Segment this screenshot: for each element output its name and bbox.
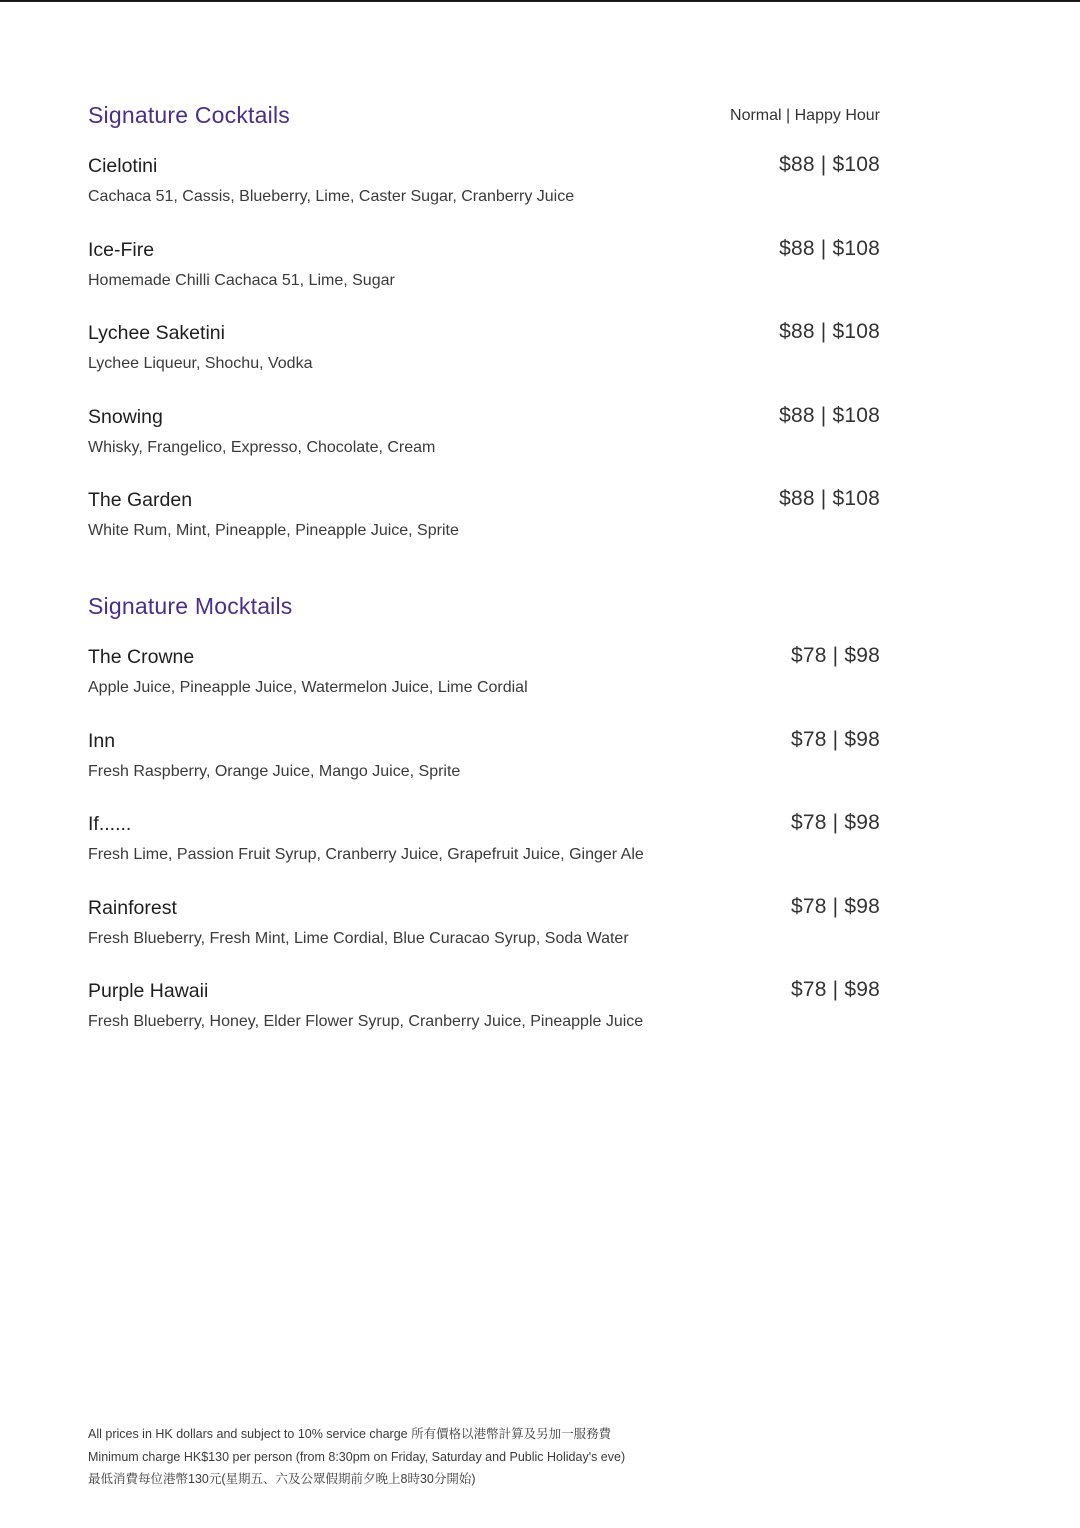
footer-minimum-charge-note: Minimum charge HK$130 per person (from 8:30pm on Friday, Saturday and Public Holiday's eve)	[88, 1449, 626, 1464]
item-name: The Garden	[88, 489, 193, 511]
item-price: $78 | $98	[791, 978, 880, 1001]
cocktails-title: Signature Cocktails	[88, 102, 290, 128]
item-description: Fresh Blueberry, Fresh Mint, Lime Cordial, Blue Curacao Syrup, Soda Water	[88, 929, 629, 947]
item-description: Homemade Chilli Cachaca 51, Lime, Sugar	[88, 271, 395, 289]
mocktails-list	[88, 643, 880, 1061]
price-legend: Normal | Happy Hour	[730, 107, 880, 124]
menu-item	[88, 894, 880, 978]
item-description: Fresh Blueberry, Honey, Elder Flower Syrup, Cranberry Juice, Pineapple Juice	[88, 1013, 644, 1030]
item-price: $78 | $98	[791, 894, 880, 918]
signature-mocktails-section	[88, 589, 880, 1061]
menu-item	[88, 810, 880, 894]
menu-item	[88, 727, 880, 811]
cocktails-header	[88, 98, 880, 132]
footer-notes	[88, 1423, 808, 1491]
item-description: Lychee Liqueur, Shochu, Vodka	[88, 355, 313, 372]
menu-item	[88, 643, 880, 727]
menu-item	[88, 977, 880, 1061]
mocktails-title: Signature Mocktails	[88, 593, 293, 619]
menu-item	[88, 319, 880, 403]
menu-item	[88, 403, 880, 487]
top-border-line	[0, 0, 1080, 2]
footer-service-charge-note: All prices in HK dollars and subject to 10% service charge 所有價格以港幣計算及另加一服務費	[88, 1427, 612, 1441]
item-price: $78 | $98	[791, 811, 880, 834]
item-name: If......	[88, 813, 132, 835]
item-price: $88 | $108	[779, 236, 880, 260]
item-price: $88 | $108	[779, 487, 880, 510]
item-description: Cachaca 51, Cassis, Blueberry, Lime, Caster Sugar, Cranberry Juice	[88, 188, 575, 205]
menu-item	[88, 236, 880, 320]
signature-cocktails-section	[88, 98, 880, 570]
item-name: The Crowne	[88, 646, 195, 668]
item-description: White Rum, Mint, Pineapple, Pineapple Juice, Sprite	[88, 522, 459, 539]
item-name: Inn	[88, 729, 116, 752]
item-description: Apple Juice, Pineapple Juice, Watermelon Juice, Lime Cordial	[88, 679, 528, 696]
item-price: $78 | $98	[791, 644, 880, 667]
menu-item	[88, 486, 880, 570]
item-price: $88 | $108	[779, 403, 880, 427]
footer-minimum-charge-note-chinese: 最低消費每位港幣130元(星期五、六及公眾假期前夕晚上8時30分開始)	[88, 1472, 476, 1486]
item-name: Lychee Saketini	[88, 322, 225, 344]
cocktails-list	[88, 152, 880, 570]
item-price: $88 | $108	[779, 153, 880, 176]
item-name: Cielotini	[88, 155, 158, 177]
item-description: Whisky, Frangelico, Expresso, Chocolate, Cream	[88, 438, 436, 456]
item-name: Snowing	[88, 405, 163, 428]
item-name: Rainforest	[88, 896, 177, 919]
item-description: Fresh Raspberry, Orange Juice, Mango Juice, Sprite	[88, 762, 461, 780]
mocktails-header	[88, 589, 880, 623]
item-price: $78 | $98	[791, 727, 880, 751]
menu-item	[88, 152, 880, 236]
item-description: Fresh Lime, Passion Fruit Syrup, Cranberry Juice, Grapefruit Juice, Ginger Ale	[88, 846, 644, 863]
item-name: Purple Hawaii	[88, 980, 209, 1002]
item-price: $88 | $108	[779, 320, 880, 343]
item-name: Ice-Fire	[88, 238, 155, 261]
